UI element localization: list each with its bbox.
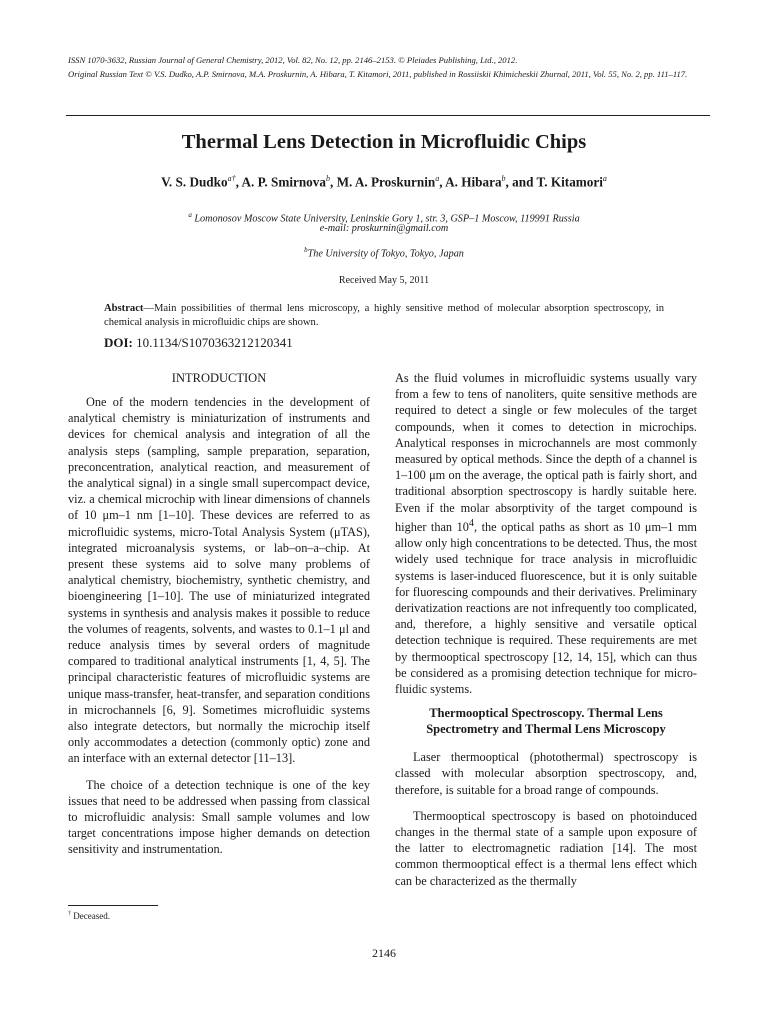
- author-affiliation-mark: a: [435, 174, 440, 183]
- author-name: A. P. Smirnova: [241, 174, 326, 190]
- right-column: [395, 370, 697, 889]
- author-affiliation-mark: a†: [227, 174, 236, 183]
- affiliation-text: Lomonosov Moscow State University, Leninskie Gory 1, str. 3, GSP–1 Moscow, 119991 Russia: [194, 213, 580, 225]
- footnote: [68, 911, 110, 921]
- page-number: 2146: [372, 946, 396, 960]
- abstract-text: —Main possibilities of thermal lens microscopy, a highly sensitive method of molecular absorption spectroscopy, in chemical analysis in microfluidic chips are shown.: [104, 303, 664, 328]
- paragraph-text: , the optical paths as short as 10 μm–1 mm allow only high concentrations to be detected. Thus, the most widely used technique for trace analysis in microfluidic systems is laser-induced fluorescence, but it is only suitable for fluorescing compounds and their derivatives. Preliminary derivatization reactions are not infrequently too complicated, and, therefore, a highly sensitive and versatile optical detection technique is required. These requirements are met by thermooptical spectroscopy [12, 14, 15], which can thus be considered as a promising detection technique for microfluidic systems.: [395, 519, 698, 696]
- author-name: V. S. Dudko: [161, 174, 228, 190]
- author-name: T. Kitamori: [536, 174, 603, 190]
- contact-email: e-mail: proskurnin@gmail.com: [319, 223, 449, 234]
- author-name: M. A. Proskurnin: [336, 174, 436, 190]
- exponent: 4: [468, 517, 475, 529]
- body-paragraph: Thermooptical spectroscopy is based on photoinduced changes in the thermal state of a sample upon exposure of the latter to electromagnetic radiation [14]. The most common thermooptical effect is a thermal lens effect which can be characterized as the thermally: [395, 808, 697, 888]
- section-heading-introduction: INTRODUCTION: [171, 371, 267, 385]
- author-list: V. S. Dudko$^{a\dagger}$, A. P. Smirnova$^b$, M. A. Proskurnin$^a$, A. Hibara$^b$, and T. Kitamori$^a$: [161, 174, 607, 190]
- footnote-text: Deceased.: [73, 911, 110, 921]
- body-paragraph: The choice of a detection technique is one of the key issues that need to be addressed when passing from classical to microfluidic analysis: Small sample volumes and low target concentrations impose higher demands on detection sensitivity and instrumentation.: [68, 777, 370, 857]
- doi-value[interactable]: 10.1134/S1070363212120341: [136, 335, 293, 350]
- original-text-line: Original Russian Text © V.S. Dudko, A.P. Smirnova, M.A. Proskurnin, A. Hibara, T. Kitamori, 2011, published in Rossiiskii Khimicheskii Zhurnal, 2011, Vol. 55, No. 2, pp. 111–117.: [68, 69, 688, 79]
- footnote-divider: [68, 905, 158, 906]
- doi: [104, 335, 293, 351]
- header-divider: [66, 115, 710, 116]
- author-conjunction: , and: [505, 174, 534, 190]
- paragraph-text: As the fluid volumes in microfluidic systems usually vary from a few to tens of nanoliters, quite sensitive methods are required to detect a single or few molecules of the target compounds, when it comes to detection in microchips. Analytical responses in microchannels are most commonly measured by optical methods. Since the depth of a channel is 1–100 μm on the average, the optical path is fairly short, and traditional absorption spectroscopy is hardly suitable here. Even if the molar absorptivity of the target compound is higher than 10: [395, 371, 697, 534]
- paper-title: Thermal Lens Detection in Microfluidic Chips: [181, 131, 587, 153]
- left-column: [68, 370, 370, 858]
- journal-header: [68, 53, 708, 81]
- body-paragraph: One of the modern tendencies in the development of analytical chemistry is miniaturization of instruments and devices for chemical analysis and integration of all the analysis steps (sampling, sample preparation, separation, preconcentration, analytical reaction, and measurement of the analytical signal) in a single small supercompact device, viz. a chemical microchip with linear dimensions of channels of 10 μm–1 nm [1–10]. These devices are referred to as microfluidic systems, micro-Total Analysis System (μTAS), integrated microanalysis systems, or lab–on–a–chip. At present these systems aid to solve many problems of analytical chemistry, biochemistry, synthetic chemistry, and bioengineering [1–10]. The use of miniaturized integrated systems in synthesis and analysis makes it possible to reduce the volumes of reagents, solvents, and wastes to 0.1–1 μl and reduce analysis times by several orders of magnitude compared to traditional analytical instruments [1, 4, 5]. The principal characteristic features of microfluidic systems are unique mass-transfer, heat-transfer, and separation conditions in microchannels [6, 9]. Sometimes microfluidic systems also integrate detectors, but normally the microchip itself only accommodates a detection (commonly optic) zone and an interface with an external detector [11–13].: [68, 395, 370, 766]
- body-paragraph: Laser thermooptical (photothermal) spectroscopy is classed with molecular absorption spectroscopy, and, therefore, is suitable for a broad range of compounds.: [395, 750, 697, 797]
- affiliation-mark: b: [304, 246, 308, 254]
- footnote-mark: †: [68, 911, 71, 917]
- abstract: [104, 302, 664, 330]
- abstract-label: Abstract: [104, 303, 144, 314]
- received-date: Received May 5, 2011: [338, 275, 430, 286]
- author-affiliation-mark: b: [501, 174, 506, 183]
- doi-label: DOI:: [104, 335, 133, 350]
- affiliation-mark: a: [188, 211, 192, 219]
- author-name: A. Hibara: [445, 174, 502, 190]
- section-heading-thermooptical: Thermooptical Spectroscopy. Thermal Lens Spectrometry and Thermal Lens Microscopy: [426, 706, 666, 737]
- affiliation-text: The University of Tokyo, Tokyo, Japan: [307, 248, 464, 260]
- author-affiliation-mark: b: [325, 174, 330, 183]
- body-paragraph: [395, 370, 697, 697]
- author-affiliation-mark: a: [602, 174, 607, 183]
- issn-line: ISSN 1070-3632, Russian Journal of General Chemistry, 2012, Vol. 82, No. 12, pp. 2146–2153. © Pleiades Publishing, Ltd., 2012.: [68, 55, 518, 65]
- affiliation-b: [0, 243, 768, 261]
